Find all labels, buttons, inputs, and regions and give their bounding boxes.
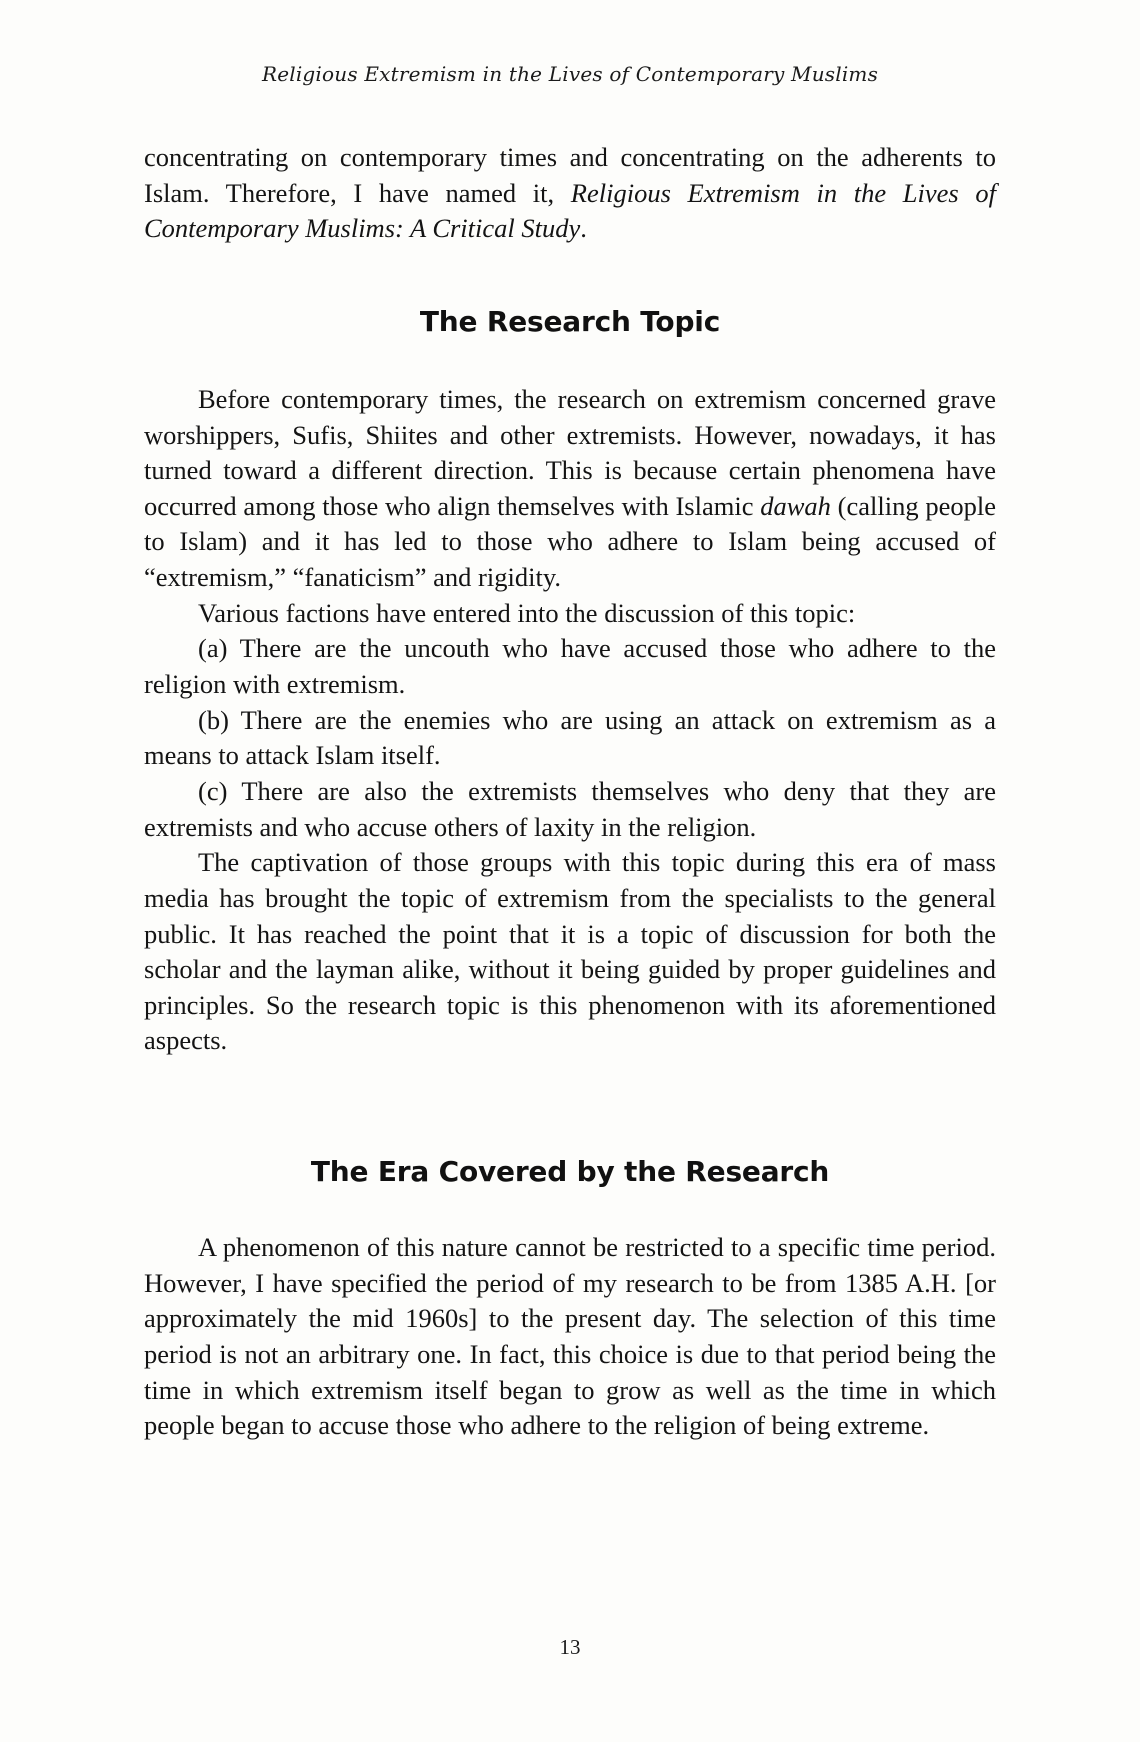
heading-era-covered: The Era Covered by the Research	[310, 1155, 830, 1189]
spacer-after-heading-era	[144, 1188, 996, 1230]
spacer-before-heading-research-topic	[144, 247, 996, 305]
paragraph-continued-text-2: .	[580, 213, 587, 244]
paragraph-captivation: The captivation of those groups with this topic during this era of mass media has brought the topic of extremism from the specialists to the general public. It has reached the point that it is a topic of discussion for both the scholar and the layman alike, without it being guided by proper guidelines and principles. So the research topic is this phenomenon with its aforementioned aspects.	[144, 847, 996, 1056]
spacer-before-heading-era	[144, 1059, 996, 1155]
spacer-after-heading-research-topic	[144, 338, 996, 382]
paragraph-various-factions: Various factions have entered into the discussion of this topic:	[198, 597, 856, 628]
paragraph-before-text-2: (calling people to Islam) and it has led to those who adhere to Islam being accused of “extremism,” “fanaticism” and rigidity.	[144, 490, 996, 593]
paragraph-item-c: (c) There are also the extremists themselves who deny that they are extremists and who accuse others of laxity in the religion.	[144, 775, 996, 842]
paragraph-before-text-1: Before contemporary times, the research on extremism concerned grave worshippers, Sufis, Shiites and other extremists. However, nowadays, it has turned toward a different direction. This is because certain phenomena have occurred among those who align themselves with Islamic	[144, 383, 996, 521]
term-dawah-italic: dawah	[760, 490, 831, 521]
paragraph-item-b: (b) There are the enemies who are using an attack on extremism as a means to attack Islam itself.	[144, 704, 996, 771]
body-text-column	[144, 140, 996, 1444]
page-number: 13	[559, 1635, 581, 1659]
paragraph-continued	[144, 140, 996, 247]
paragraph-continued-text-1: concentrating on contemporary times and concentrating on the adherents to Islam. Therefore, I have named it,	[144, 142, 996, 208]
paragraph-before-contemporary	[144, 382, 996, 596]
running-head: Religious Extremism in the Lives of Contemporary Muslims	[261, 62, 879, 86]
heading-research-topic: The Research Topic	[419, 304, 721, 338]
paragraph-era: A phenomenon of this nature cannot be restricted to a specific time period. However, I have specified the period of my research to be from 1385 A.H. [or approximately the mid 1960s] to the present day. The selection of this time period is not an arbitrary one. In fact, this choice is due to that period being the time in which extremism itself began to grow as well as the time in which people began to accuse those who adhere to the religion of being extreme.	[144, 1232, 996, 1441]
book-title-italic: Religious Extremism in the Lives of Contemporary Muslims: A Critical Study	[144, 177, 996, 244]
paragraph-item-a: (a) There are the uncouth who have accused those who adhere to the religion with extremism.	[144, 633, 996, 700]
